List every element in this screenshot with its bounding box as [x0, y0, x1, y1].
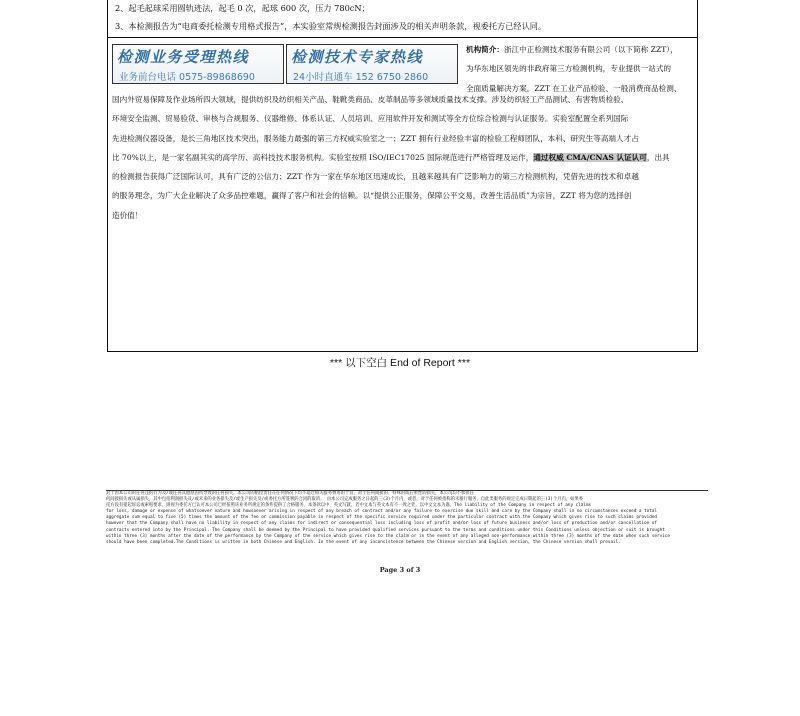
certification-highlight: 通过权威 CMA/CNAS 认证认可	[533, 152, 647, 162]
business-hotline-banner	[112, 44, 284, 84]
intro-line: 造价值！	[112, 210, 143, 220]
intro-label: 机构简介：	[466, 45, 504, 54]
intro-line: 环境安全监测、贸易验货、审核与合规服务、仪器维修、体系认证、人员培训、应用软件开发和测试等全方位综合检测与认证服务。实验室配置全系列国际	[112, 114, 629, 124]
disclaimer-line: 对于因本公司的任何违约行为及/或任何其他原因所导致的任何损失，本公司的赔偿责任在任何情况下均不超过相关服务费用的十倍，对于任何间接的、特殊的或后果性的损失，本公司均不承担任	[106, 491, 474, 496]
page-number: Page 3 of 3	[379, 566, 421, 574]
liability-disclaimer	[106, 491, 708, 546]
note-line: 2、起毛起球采用圆轨迹法，起毛 0 次，起球 600 次，压力 780cN；	[115, 3, 370, 13]
business-hotline-title: 检测业务受理热线	[117, 48, 250, 66]
intro-line: 的检测报告获得广泛国际认可，具有广泛的公信力；ZZT 作为一家在华东地区迅速成长，且越来越具有广泛影响力的第三方检测机构，凭借先进的技术和卓越	[112, 172, 639, 182]
intro-body	[112, 90, 694, 225]
intro-line: 比 70%以上，是一家名副其实的高学历、高科技技术服务机构。实验室按照 ISO/IEC17025 国际规范进行严格管理及运作，通过权威 CMA/CNAS 认证认可，出具	[112, 152, 670, 162]
disclaimer-line: 托方没有提起诉讼或索赔要求，则视为委托方已认可本公司已经按照该业务所规定的条件提供了合格服务。本条款以中、英文写就，若中文本与英文本有不一致之处，以中文文本为准。The liability of the Company in respect of any claims	[106, 503, 592, 509]
disclaimer-line: 何间接损失或从属损失，其中包括利润损失及/或未来的业务损失及/或生产损失及/或委托方所签署的合同的取消。 由本公司完成服务之日起的三(3)个月内，或者，对于任何被指称的未履行服务，自此类服务的规定完成日期起的三(3)个月内，如果委	[106, 497, 584, 503]
disclaimer-line: aggregate sum equal to five (5) times the amount of the fee or commission payable in respect of the specific service required under the particular contract with the Company which gives rise to such claims provided	[106, 515, 658, 521]
note-line: 3、本检测报告为“电商委托检测专用格式报告”，本实验室常规检测报告封面涉及的相关声明条款，视委托方已经认同。	[115, 21, 547, 31]
expert-hotline-banner	[286, 44, 458, 84]
divider	[108, 37, 697, 38]
expert-hotline-phone: 24小时直通车 152 6750 2860	[293, 72, 429, 83]
disclaimer-line: for loss, damage or expense of whatsoever nature and howsoever arising in respect of any breach of contract and/or any failure to exercise due skill and care by the Company shall in no circumstances exceed a total	[106, 509, 658, 515]
disclaimer-line: contracts entered into by the Principal. The Company shall be deemed by the Principal to have provided qualified services pursuant to the terms and conditions under this Conditions unless objection or suit is brought	[106, 527, 665, 533]
notes	[115, 0, 690, 36]
end-of-report: *** 以下空白 End of Report ***	[329, 357, 471, 369]
report-box	[107, 0, 698, 352]
intro-line: 国内外贸易保障及作业场所四大领域，提供纺织及纺织相关产品、鞋靴类商品、皮革制品等多领域质量技术支撑。涉及纺织轻工产品测试、有害物质检验、	[112, 95, 629, 104]
intro-line: 全面质量解决方案。ZZT 在工业产品检验、一般消费商品检测、	[466, 83, 682, 93]
intro-line: 机构简介：浙江中正检测技术服务有限公司（以下简称 ZZT），	[466, 45, 678, 54]
business-hotline-phone: 业务前台电话 0575-89868690	[119, 72, 255, 83]
disclaimer-line: within three (3) months after the date of the performance by the Company of the service which gives rise to the claim or in the event of any alleged non-performance within three (3) months of the date when such service	[106, 533, 670, 539]
intro-line: 为华东地区领先的非政府第三方检测机构，专业提供一站式的	[466, 64, 672, 74]
intro-line: 的服务理念，为广大企业解决了众多品控难题，赢得了客户和社会的信赖。以“提供公正服务，保障公平交易，改善生活品质”为宗旨，ZZT 将为您的选择创	[112, 191, 632, 201]
expert-hotline-title: 检测技术专家热线	[291, 48, 424, 66]
disclaimer-line: however that the Company shall have no liability in respect of any claims for indirect or consequential loss including loss of profit and/or loss of future business and/or loss of production and/or cancellation of	[106, 521, 658, 527]
disclaimer-line: should have been completed.The Conditions is written in both Chinese and English. In the event of any inconsistence between the Chinese version and English version, the Chinese version shall prevail.	[106, 539, 621, 545]
intro-line: 先进检测仪器设备，是长三角地区技术突出，服务能力最强的第三方权威实验室之一；ZZT 拥有行业经验丰富的检验工程师团队，本科、研究生等高端人才占	[112, 133, 639, 143]
